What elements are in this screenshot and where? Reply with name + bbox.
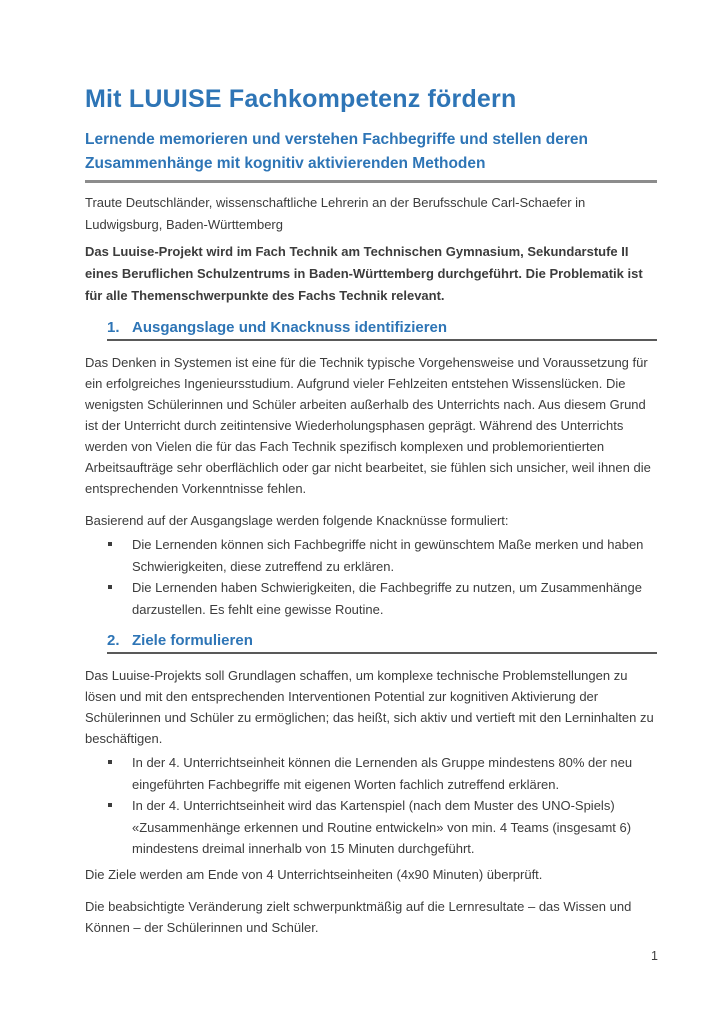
bullet-text: Die Lernenden können sich Fachbegriffe nicht in gewünschtem Maße merken und haben Schwierigkeiten, diese zutreffend zu erklären.: [132, 537, 644, 574]
paragraph: Das Denken in Systemen ist eine für die Technik typische Vorgehensweise und Voraussetzung für ein erfolgreiches Ingenieursstudium. Aufgrund vieler Fehlzeiten entstehen Wissenslücken. Die wenigsten Schülerinnen und Schüler arbeiten außerhalb des Unterrichts nach. Aus diesem Grund ist der Unterricht durch zeitintensive Wiederholungsphasen geprägt. Während des Unterrichts werden von Vielen die für das Fach Technik spezifisch komplexen und problemorientierten Arbeitsaufträge sehr oberflächlich oder gar nicht bearbeitet, sie fühlen sich unsicher, weil ihnen die entsprechenden Vorkenntnisse fehlen.: [85, 355, 651, 496]
paragraph: Die Ziele werden am Ende von 4 Unterrichtseinheiten (4x90 Minuten) überprüft.: [85, 866, 543, 882]
subtitle-divider: [85, 180, 657, 183]
section-2-number: 2.: [107, 632, 120, 649]
lead-paragraph: Das Luuise-Projekt wird im Fach Technik am Technischen Gymnasium, Sekundarstufe II eines Beruflichen Schulzentrums in Baden-Württemberg durchgeführt. Die Problematik ist für alle Themenschwerpunkte des Fachs Technik relevant.: [85, 244, 643, 303]
bullet-item: [107, 577, 657, 620]
paragraph: Das Luuise-Projekts soll Grundlagen schaffen, um komplexe technische Problemstellungen zu lösen und mit den entsprechenden Interventionen Potential zur kognitiven Aktivierung der Schülerinnen und Schüler zu ermöglichen; das heißt, sich aktiv und vertieft mit den Lerninhalten zu beschäftigen.: [85, 668, 654, 746]
page-number: 1: [651, 949, 658, 963]
bullet-item: [107, 795, 657, 860]
bullet-square-icon: [108, 803, 112, 807]
bullet-text: In der 4. Unterrichtseinheit wird das Kartenspiel (nach dem Muster des UNO-Spiels) «Zusammenhänge erkennen und Routine entwickeln» von min. 4 Teams (insgesamt 6) mindestens dreimal innerhalb von 15 Minuten durchgeführt.: [132, 798, 632, 856]
document-subtitle: Lernende memorieren und verstehen Fachbegriffe und stellen deren Zusammenhänge mit kognitiv aktivierenden Methoden: [85, 131, 589, 172]
paragraph: Basierend auf der Ausgangslage werden folgende Knacknüsse formuliert:: [85, 513, 509, 528]
bullet-square-icon: [108, 585, 112, 589]
bullet-item: [107, 752, 657, 795]
section-1-heading: [85, 311, 657, 339]
bullet-text: In der 4. Unterrichtseinheit können die Lernenden als Gruppe mindestens 80% der neu eingeführten Fachbegriffe mit eigenen Worten fachlich zutreffend erklären.: [132, 755, 633, 792]
section-2-divider: [107, 652, 657, 654]
bullet-list: [85, 752, 657, 860]
section-1-divider: [107, 339, 657, 341]
bullet-square-icon: [108, 760, 112, 764]
section-2-title: Ziele formulieren: [132, 632, 253, 649]
section-2-heading: [85, 624, 657, 652]
bullet-list: [85, 534, 657, 620]
section-1-number: 1.: [107, 319, 120, 336]
bullet-square-icon: [108, 542, 112, 546]
page-title: Mit LUUISE Fachkompetenz fördern: [85, 85, 517, 113]
section-1-title: Ausgangslage und Knacknuss identifizieren: [132, 319, 448, 336]
bullet-item: [107, 534, 657, 577]
author-line: Traute Deutschländer, wissenschaftliche Lehrerin an der Berufsschule Carl-Schaefer in Ludwigsburg, Baden-Württemberg: [85, 195, 586, 232]
paragraph: Die beabsichtigte Veränderung zielt schwerpunktmäßig auf die Lernresultate – das Wissen und Können – der Schülerinnen und Schüler.: [85, 898, 632, 935]
bullet-text: Die Lernenden haben Schwierigkeiten, die Fachbegriffe zu nutzen, um Zusammenhänge darzustellen. Es fehlt eine gewisse Routine.: [132, 580, 642, 617]
